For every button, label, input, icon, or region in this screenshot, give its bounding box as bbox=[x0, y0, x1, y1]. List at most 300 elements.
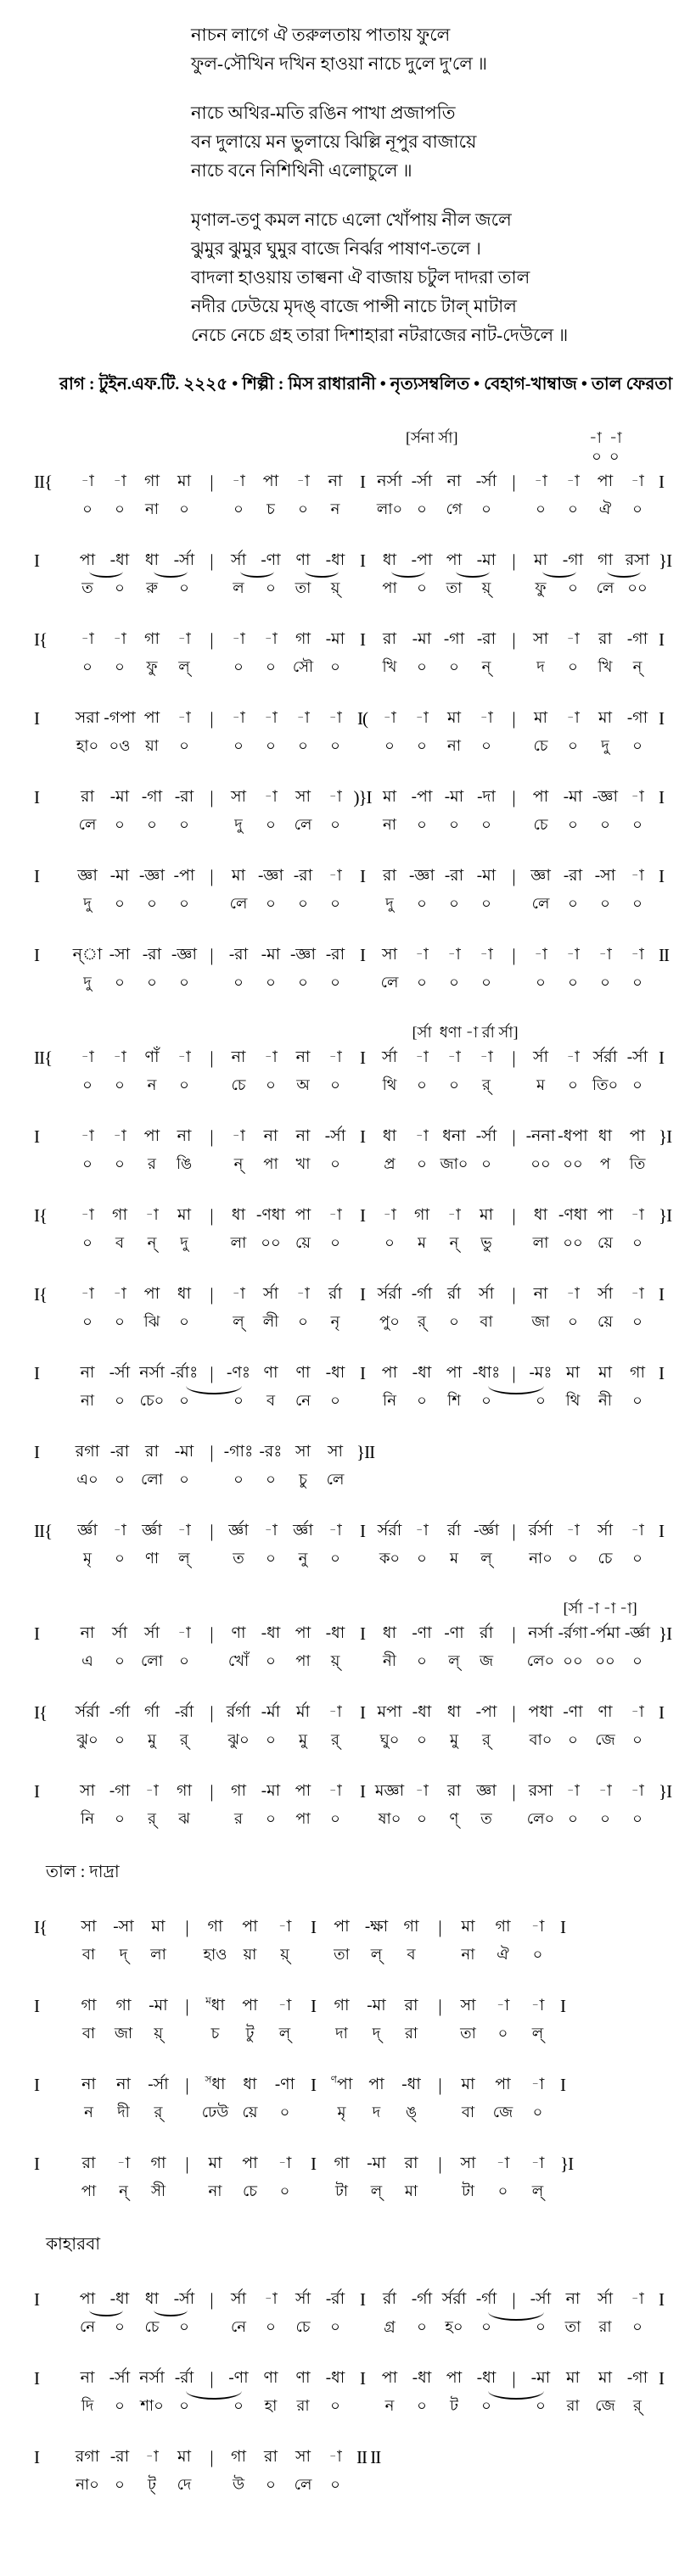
lyric-syllable: ঢেউ bbox=[201, 2104, 229, 2121]
bar-end-marker: I bbox=[659, 2289, 664, 2310]
note-glyph: -া bbox=[81, 472, 94, 490]
note-cell bbox=[470, 865, 502, 914]
note-glyph: -পা bbox=[411, 788, 433, 806]
note-cell bbox=[621, 865, 654, 914]
note-glyph: -ণঃ bbox=[227, 1364, 250, 1382]
beat-group bbox=[71, 1520, 200, 1568]
note-cell bbox=[222, 707, 255, 756]
note-glyph: পা bbox=[242, 1997, 258, 2014]
note-glyph: না bbox=[81, 2076, 96, 2093]
tala-section-header: কাহারবা bbox=[46, 2235, 101, 2254]
note-glyph: -ণা bbox=[261, 551, 281, 569]
lyric-syllable: অ bbox=[296, 1076, 310, 1093]
note-glyph: -া bbox=[383, 1206, 396, 1224]
lyric-syllable: ল্ bbox=[370, 1946, 383, 1963]
lyric-syllable: হা০ bbox=[76, 737, 99, 754]
bar-separator: | bbox=[210, 2368, 213, 2389]
beat-group bbox=[71, 1441, 200, 1489]
bar-separator: I bbox=[360, 1126, 365, 1147]
beat-group bbox=[451, 2153, 555, 2201]
bar-separator: | bbox=[512, 1521, 515, 1541]
lyric-syllable: ল্ bbox=[531, 2182, 544, 2199]
note-glyph: -রা bbox=[476, 630, 497, 648]
lyric-syllable: ০ bbox=[481, 737, 491, 754]
bar-start-marker: I bbox=[34, 708, 39, 729]
note-cell bbox=[406, 1702, 438, 1750]
beat-group bbox=[324, 1995, 429, 2043]
note-cell bbox=[525, 550, 557, 598]
note-glyph: -র্গা bbox=[411, 2290, 433, 2308]
note-cell bbox=[168, 629, 200, 677]
bar-separator: I bbox=[360, 1048, 365, 1068]
lyric-syllable: রা bbox=[404, 2025, 418, 2042]
beat-group bbox=[222, 865, 351, 914]
note-cell bbox=[287, 1520, 319, 1568]
lyric-syllable: ০ bbox=[179, 2318, 189, 2335]
note-glyph: -জ্ঞা bbox=[138, 867, 166, 885]
note-glyph: র্সা bbox=[597, 2290, 614, 2308]
note-glyph: -র্জ্ঞা bbox=[624, 1624, 651, 1642]
note-glyph: -া bbox=[278, 1918, 292, 1936]
note-glyph: ধা bbox=[598, 1127, 613, 1145]
note-cell bbox=[168, 786, 200, 835]
beat-group bbox=[525, 1780, 654, 1829]
lyric-syllable: ০ bbox=[330, 737, 340, 754]
bar-end-marker: I bbox=[659, 787, 664, 807]
note-cell bbox=[589, 944, 621, 992]
lyric-syllable: ০ bbox=[266, 1471, 276, 1488]
note-glyph: র্রা bbox=[480, 1624, 493, 1642]
note-cell bbox=[520, 1995, 555, 2043]
lyric-syllable: টু bbox=[245, 2025, 255, 2042]
note-glyph: -া bbox=[113, 1127, 126, 1145]
song-lyric-line: নদীর ঢেউয়ে মৃদঙ্ বাজে পান্সী নাচে টাল্ মাটাল bbox=[191, 296, 517, 316]
note-glyph: -া bbox=[631, 867, 644, 885]
note-glyph: ধা bbox=[382, 1624, 397, 1642]
notation-annotation: -া -া ০ ০ bbox=[589, 429, 622, 465]
lyric-syllable: ০ bbox=[330, 816, 340, 833]
note-glyph: -া bbox=[113, 1522, 126, 1539]
note-cell bbox=[324, 2074, 359, 2122]
note-glyph: -া bbox=[177, 630, 191, 648]
lyric-syllable: ০ bbox=[568, 1810, 578, 1827]
note-glyph: মা bbox=[461, 1918, 475, 1936]
note-cell bbox=[287, 1283, 319, 1332]
lyric-syllable: হা bbox=[264, 2397, 278, 2414]
bar-start-marker: I bbox=[34, 1126, 39, 1147]
note-cell bbox=[287, 1441, 319, 1489]
note-cell bbox=[141, 2153, 176, 2201]
beat-group bbox=[222, 1126, 351, 1174]
note-glyph: মপা bbox=[377, 1703, 402, 1721]
notation-annotation: [র্সা ধণা -া র্রা র্সা] bbox=[412, 1024, 519, 1041]
note-cell bbox=[255, 1780, 287, 1829]
note-cell bbox=[394, 2074, 429, 2122]
beat-group bbox=[222, 1520, 351, 1568]
note-cell bbox=[255, 1441, 287, 1489]
lyric-syllable: ০ bbox=[449, 658, 459, 675]
bar-separator: | bbox=[210, 787, 213, 807]
lyric-syllable: ০ bbox=[179, 974, 189, 991]
note-glyph: $^স$ধা bbox=[205, 2073, 226, 2093]
note-cell bbox=[104, 471, 136, 519]
lyric-syllable: ০ bbox=[568, 1076, 578, 1093]
lyric-syllable: ০ bbox=[330, 1076, 340, 1093]
bar-start-marker: I{ bbox=[34, 1284, 48, 1305]
lyric-syllable: য়ে bbox=[598, 1234, 613, 1251]
lyric-syllable: ০০ bbox=[563, 1155, 583, 1172]
beat-group bbox=[222, 944, 351, 992]
lyric-syllable: লে০ bbox=[526, 1652, 555, 1669]
lyric-syllable: ০ bbox=[417, 2318, 427, 2335]
note-glyph: না bbox=[533, 1285, 548, 1303]
lyric-syllable: ০ bbox=[417, 658, 427, 675]
lyric-syllable: তা bbox=[334, 1946, 350, 1963]
lyric-syllable: প্র bbox=[384, 1155, 396, 1172]
lyric-syllable: র্ bbox=[418, 1313, 426, 1330]
note-cell bbox=[525, 2288, 557, 2337]
note-glyph: মা bbox=[598, 709, 613, 727]
note-glyph: সা bbox=[460, 2154, 476, 2172]
note-glyph: ধা bbox=[446, 1703, 462, 1721]
note-glyph: গা bbox=[598, 551, 613, 569]
beat-group bbox=[525, 865, 654, 914]
note-cell bbox=[406, 629, 438, 677]
lyric-syllable: ০ bbox=[417, 974, 427, 991]
note-cell bbox=[621, 1520, 654, 1568]
lyric-syllable: লে bbox=[596, 579, 614, 596]
lyric-syllable: ০ bbox=[536, 500, 546, 517]
lyric-syllable: র bbox=[234, 1810, 243, 1827]
note-glyph: -গা bbox=[562, 551, 584, 569]
note-glyph: -া bbox=[232, 472, 245, 490]
note-cell bbox=[233, 2153, 267, 2201]
lyric-syllable: ০ bbox=[568, 1313, 578, 1330]
note-glyph: নর্সা bbox=[139, 1364, 165, 1382]
note-cell bbox=[71, 1623, 104, 1671]
note-glyph: পা bbox=[242, 2154, 258, 2172]
note-glyph: -ধা bbox=[412, 1364, 432, 1382]
bar-start-marker: I bbox=[34, 945, 39, 965]
note-cell bbox=[104, 707, 136, 756]
lyric-syllable: দি bbox=[81, 2397, 94, 2414]
note-glyph: র্জ্ঞা bbox=[142, 1522, 162, 1539]
note-cell bbox=[470, 1204, 502, 1253]
bar-separator: | bbox=[210, 2447, 213, 2467]
note-glyph: -র্জ্ঞা bbox=[473, 1522, 500, 1539]
note-cell bbox=[267, 2153, 302, 2201]
beat-group bbox=[525, 1204, 654, 1253]
note-cell bbox=[198, 1995, 233, 2043]
note-glyph: -গা bbox=[626, 2369, 648, 2387]
bar-end-marker: }I bbox=[560, 2154, 574, 2174]
lyric-syllable: ঐ bbox=[598, 500, 612, 517]
beat-group bbox=[324, 2153, 429, 2201]
lyric-syllable: ০ bbox=[279, 2182, 290, 2199]
bar-end-marker: I bbox=[659, 708, 664, 729]
beat-group bbox=[525, 2288, 654, 2337]
bar-start-marker: I bbox=[34, 1623, 39, 1644]
lyric-syllable: ০ bbox=[266, 895, 276, 912]
note-cell bbox=[438, 1623, 470, 1671]
beat-group bbox=[525, 1126, 654, 1174]
note-cell bbox=[198, 2153, 233, 2201]
beat-group bbox=[222, 1623, 351, 1671]
note-cell bbox=[621, 1623, 654, 1671]
notation-row bbox=[34, 428, 664, 519]
note-glyph: -মা bbox=[367, 2154, 386, 2172]
lyric-syllable: লা bbox=[150, 1946, 166, 1963]
bar-separator: | bbox=[210, 1205, 213, 1226]
bar-start-marker: I{ bbox=[34, 1702, 48, 1723]
lyric-syllable: ন bbox=[147, 1076, 157, 1093]
beat-group bbox=[373, 865, 502, 914]
lyric-syllable: ০ bbox=[568, 658, 578, 675]
lyric-syllable: ল্ bbox=[278, 2025, 291, 2042]
lyric-syllable: ০ bbox=[179, 895, 189, 912]
song-lyric-line: ঝুমুর ঝুমুর ঘুমুর বাজে নির্ঝর পাষাণ-তলে । bbox=[191, 238, 481, 259]
note-glyph: -মা bbox=[149, 1997, 168, 2014]
note-glyph: র্সর্রা bbox=[377, 1522, 402, 1539]
lyric-syllable: ০ bbox=[82, 1234, 93, 1251]
lyric-syllable: ব bbox=[407, 1946, 416, 1963]
lyric-syllable: রা bbox=[296, 2397, 310, 2414]
lyric-syllable: বা০ bbox=[529, 1731, 553, 1748]
lyric-syllable: ০ bbox=[417, 1550, 427, 1567]
note-glyph: -ধা bbox=[109, 551, 130, 569]
note-cell bbox=[438, 1204, 470, 1253]
beat-group bbox=[222, 1047, 351, 1095]
note-cell bbox=[589, 1780, 621, 1829]
lyric-syllable: লো bbox=[141, 1471, 163, 1488]
note-glyph: -রা bbox=[174, 788, 194, 806]
note-glyph: -া bbox=[415, 1522, 429, 1539]
lyric-syllable: য়া bbox=[145, 737, 159, 754]
note-cell bbox=[287, 1702, 319, 1750]
note-glyph: মা bbox=[151, 1918, 166, 1936]
lyric-syllable: নে bbox=[230, 2318, 247, 2335]
note-cell bbox=[394, 2153, 429, 2201]
bar-separator: | bbox=[438, 1917, 441, 1937]
note-glyph: -া bbox=[264, 1048, 278, 1066]
lyric-syllable: ০ bbox=[233, 974, 244, 991]
note-cell bbox=[104, 1126, 136, 1174]
lyric-syllable: ল্ bbox=[448, 1652, 460, 1669]
note-cell bbox=[71, 2446, 104, 2495]
note-glyph: নর্সা bbox=[377, 472, 402, 490]
note-glyph: গা bbox=[207, 1918, 223, 1936]
lyric-syllable: টা bbox=[334, 2182, 349, 2199]
lyric-syllable: ০ bbox=[481, 816, 491, 833]
note-glyph: -মা bbox=[109, 788, 130, 806]
beat-group bbox=[71, 707, 200, 756]
note-cell bbox=[525, 1520, 557, 1568]
note-cell bbox=[470, 1047, 502, 1095]
notation-annotation-sub: ০ ০ bbox=[592, 448, 620, 465]
lyric-syllable: ০ bbox=[632, 1392, 643, 1409]
lyric-syllable: ০ bbox=[147, 895, 157, 912]
note-glyph: গা bbox=[630, 1364, 645, 1382]
lyric-syllable: ম bbox=[450, 1550, 458, 1567]
lyric-syllable: ০ bbox=[532, 1946, 543, 1963]
note-glyph: পা bbox=[446, 551, 463, 569]
note-cell bbox=[324, 1916, 359, 1964]
note-cell bbox=[359, 2074, 394, 2122]
bar-separator: | bbox=[512, 1363, 515, 1383]
lyric-syllable: ন্ bbox=[481, 658, 491, 675]
lyric-syllable: ০ bbox=[384, 737, 395, 754]
lyric-syllable: ০০ bbox=[261, 1234, 281, 1251]
note-cell bbox=[438, 2367, 470, 2416]
note-cell bbox=[485, 2153, 520, 2201]
notation-row bbox=[34, 1283, 664, 1332]
note-cell bbox=[359, 2153, 394, 2201]
note-glyph: নর্সা bbox=[139, 2369, 165, 2387]
note-cell bbox=[106, 1916, 141, 1964]
bar-start-marker: I{ bbox=[34, 629, 48, 650]
note-glyph: -র্সা bbox=[475, 1127, 497, 1145]
note-glyph: -ক্ষা bbox=[364, 1918, 389, 1936]
bar-separator: I bbox=[360, 1205, 365, 1226]
note-glyph: -া bbox=[447, 946, 461, 964]
note-glyph: -া bbox=[566, 1048, 580, 1066]
note-cell bbox=[136, 471, 168, 519]
lyric-syllable: পু০ bbox=[379, 1313, 400, 1330]
song-lyric-line: বাদলা হাওয়ায় তাল্বনা ঐ বাজায় চটুল দাদরা তাল bbox=[191, 267, 530, 288]
lyric-syllable: জে bbox=[492, 2104, 513, 2121]
lyric-syllable: ০ bbox=[632, 500, 643, 517]
bar-separator: | bbox=[185, 1917, 188, 1937]
lyric-syllable: ০ bbox=[82, 1313, 93, 1330]
note-glyph: -গাঃ bbox=[223, 1443, 254, 1461]
lyric-syllable: খি bbox=[382, 658, 397, 675]
lyric-syllable: ণ্ bbox=[449, 1810, 459, 1827]
note-cell bbox=[438, 1283, 470, 1332]
lyric-syllable: ০ bbox=[536, 1392, 546, 1409]
note-glyph: -া bbox=[530, 2076, 545, 2093]
lyric-syllable: তা bbox=[446, 579, 463, 596]
lyric-syllable: ০ bbox=[481, 1155, 491, 1172]
beat-group bbox=[373, 944, 502, 992]
note-glyph: -ণধা bbox=[558, 1206, 587, 1224]
lyrics-stanza bbox=[191, 20, 657, 78]
note-glyph: ণা bbox=[263, 1364, 278, 1382]
note-glyph: -া bbox=[566, 709, 580, 727]
note-cell bbox=[255, 2367, 287, 2416]
bar-end-marker: I bbox=[659, 866, 664, 886]
note-cell bbox=[319, 1126, 351, 1174]
lyric-syllable: ০ bbox=[568, 1731, 578, 1748]
note-cell bbox=[168, 1204, 200, 1253]
notation-line bbox=[34, 1916, 657, 1964]
note-glyph: -ধা bbox=[412, 1703, 432, 1721]
note-glyph: পা bbox=[242, 1918, 258, 1936]
note-glyph: গা bbox=[334, 2154, 350, 2172]
lyric-syllable: ০ bbox=[115, 1155, 125, 1172]
note-glyph: পা bbox=[295, 1206, 311, 1224]
note-cell bbox=[104, 1780, 136, 1829]
beat-group bbox=[71, 1780, 200, 1829]
beat-group bbox=[373, 1362, 502, 1411]
bar-end-marker: I bbox=[560, 2075, 565, 2095]
note-cell bbox=[222, 1362, 255, 1411]
bar-separator: I bbox=[360, 550, 365, 571]
notation-line bbox=[34, 1623, 672, 1671]
note-glyph: -ধা bbox=[401, 2076, 421, 2093]
bar-separator: | bbox=[210, 1781, 213, 1802]
note-glyph: র্সা bbox=[295, 2290, 311, 2308]
note-glyph: -রা bbox=[293, 867, 313, 885]
lyric-syllable: দু bbox=[601, 737, 609, 754]
note-cell bbox=[168, 707, 200, 756]
lyric-syllable: ০ bbox=[417, 1652, 427, 1669]
lyric-syllable: পা bbox=[295, 1652, 311, 1669]
note-glyph: -মা bbox=[261, 946, 281, 964]
note-cell bbox=[406, 1623, 438, 1671]
lyric-syllable: ম bbox=[418, 1234, 426, 1251]
note-cell bbox=[136, 550, 168, 598]
lyric-syllable: এ bbox=[81, 1652, 93, 1669]
lyric-syllable: য়্ bbox=[330, 579, 340, 596]
note-cell bbox=[470, 629, 502, 677]
note-cell bbox=[589, 1362, 621, 1411]
lyric-syllable: লে bbox=[380, 974, 399, 991]
lyric-syllable: ০ bbox=[600, 816, 610, 833]
note-glyph: -া bbox=[113, 630, 126, 648]
lyric-syllable: ০ bbox=[481, 974, 491, 991]
lyric-syllable: ০ bbox=[632, 1731, 643, 1748]
note-cell bbox=[621, 629, 654, 677]
lyric-syllable: ০ bbox=[384, 1234, 395, 1251]
bar-separator: | bbox=[512, 1284, 515, 1305]
lyric-syllable: সৌ bbox=[292, 658, 314, 675]
bar-end-marker: I bbox=[659, 1521, 664, 1541]
notation-annotation: [র্সনা র্সা] bbox=[406, 429, 458, 446]
beat-group bbox=[71, 1126, 200, 1174]
lyric-syllable: তি bbox=[629, 1155, 646, 1172]
note-glyph: সা bbox=[79, 1782, 96, 1800]
note-cell bbox=[255, 471, 287, 519]
notation-line bbox=[34, 629, 664, 677]
lyric-syllable: ০ bbox=[233, 737, 244, 754]
lyric-syllable: ০ bbox=[600, 895, 610, 912]
lyric-syllable: গ্র bbox=[384, 2318, 396, 2335]
note-glyph: পা bbox=[597, 472, 614, 490]
note-cell bbox=[141, 1995, 176, 2043]
note-cell bbox=[222, 2446, 255, 2495]
grace-note: ণ bbox=[330, 2073, 337, 2086]
lyric-syllable: ০ bbox=[147, 974, 157, 991]
note-glyph: -ধা bbox=[109, 2290, 130, 2308]
note-cell bbox=[557, 865, 589, 914]
lyric-syllable: ০ bbox=[115, 895, 125, 912]
lyric-syllable: জা০ bbox=[440, 1155, 469, 1172]
note-cell bbox=[141, 2074, 176, 2122]
bar-separator: | bbox=[210, 1284, 213, 1305]
note-glyph: -া bbox=[530, 1918, 545, 1936]
note-cell bbox=[470, 2288, 502, 2337]
lyric-syllable: লে bbox=[229, 895, 248, 912]
note-cell bbox=[168, 1126, 200, 1174]
note-glyph: -গা bbox=[109, 1782, 131, 1800]
note-glyph: পা bbox=[381, 2369, 398, 2387]
note-glyph: পা bbox=[597, 1206, 614, 1224]
note-cell bbox=[104, 550, 136, 598]
beat-group bbox=[373, 550, 502, 598]
note-cell bbox=[104, 2367, 136, 2416]
bar-separator: | bbox=[512, 1781, 515, 1802]
lyric-syllable: ০ bbox=[179, 500, 189, 517]
